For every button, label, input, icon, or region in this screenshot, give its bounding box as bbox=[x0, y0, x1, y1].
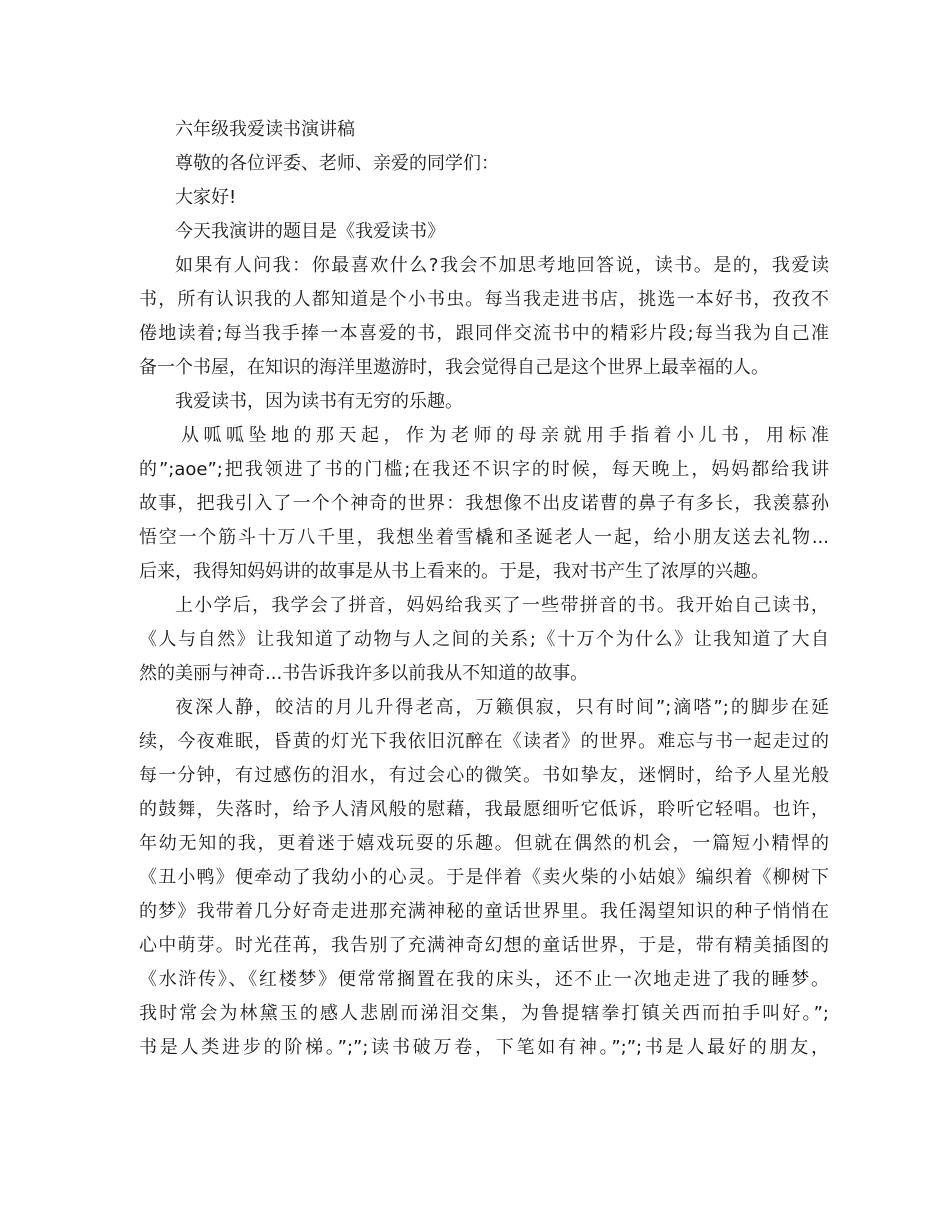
text-line: 倦地读着;每当我手捧一本喜爱的书，跟同伴交流书中的精彩片段;每当我为自己准 bbox=[139, 323, 829, 344]
text-line: 夜深人静，皎洁的月儿升得老高，万籁俱寂，只有时间”;滴嗒”;的脚步在延 bbox=[175, 697, 829, 718]
text-line: 《丑小鸭》便牵动了我幼小的心灵。于是伴着《卖火柴的小姑娘》编织着《柳树下 bbox=[139, 867, 829, 888]
greeting: 大家好! bbox=[175, 187, 237, 208]
text-line: 然的美丽与神奇...书告诉我许多以前我从不知道的故事。 bbox=[139, 663, 589, 684]
document-title: 六年级我爱读书演讲稿 bbox=[175, 119, 355, 140]
text-line: 从呱呱坠地的那天起，作为老师的母亲就用手指着小儿书，用标准 bbox=[181, 425, 829, 446]
text-line: 《水浒传》、《红楼梦》便常常搁置在我的床头，还不止一次地走进了我的睡梦。 bbox=[139, 969, 829, 990]
text-line: 后来，我得知妈妈讲的故事是从书上看来的。于是，我对书产生了浓厚的兴趣。 bbox=[139, 561, 769, 582]
text-line: 如果有人问我：你最喜欢什么?我会不加思考地回答说，读书。是的，我爱读 bbox=[175, 255, 829, 276]
text-line: 续，今夜难眠，昏黄的灯光下我依旧沉醉在《读者》的世界。难忘与书一起走过的 bbox=[139, 731, 829, 752]
text-line: 书是人类进步的阶梯。”;”;读书破万卷，下笔如有神。”;”;书是人最好的朋友， bbox=[139, 1037, 829, 1058]
text-line: 上小学后，我学会了拼音，妈妈给我买了一些带拼音的书。我开始自己读书， bbox=[175, 595, 829, 616]
text-line: 备一个书屋，在知识的海洋里遨游时，我会觉得自己是这个世界上最幸福的人。 bbox=[139, 357, 769, 378]
text-line: 的鼓舞，失落时，给予人清风般的慰藉，我最愿细听它低诉，聆听它轻唱。也许， bbox=[139, 799, 829, 820]
text-line: 我时常会为林黛玉的感人悲剧而涕泪交集，为鲁提辖拳打镇关西而拍手叫好。”; bbox=[139, 1003, 829, 1024]
text-line: 《人与自然》让我知道了动物与人之间的关系;《十万个为什么》让我知道了大自 bbox=[139, 629, 829, 650]
text-line: 书，所有认识我的人都知道是个小书虫。每当我走进书店，挑选一本好书，孜孜不 bbox=[139, 289, 829, 310]
text-line: 的梦》我带着几分好奇走进那充满神秘的童话世界里。我任渴望知识的种子悄悄在 bbox=[139, 901, 829, 922]
text-line: 故事，把我引入了一个个神奇的世界：我想像不出皮诺曹的鼻子有多长，我羡慕孙 bbox=[139, 493, 829, 514]
text-line: 每一分钟，有过感伤的泪水，有过会心的微笑。书如挚友，迷惘时，给予人星光般 bbox=[139, 765, 829, 786]
topic-line: 今天我演讲的题目是《我爱读书》 bbox=[175, 221, 445, 242]
text-line: 年幼无知的我，更着迷于嬉戏玩耍的乐趣。但就在偶然的机会，一篇短小精悍的 bbox=[139, 833, 829, 854]
text-line: 悟空一个筋斗十万八千里，我想坐着雪橇和圣诞老人一起，给小朋友送去礼物... bbox=[139, 527, 829, 548]
salutation: 尊敬的各位评委、老师、亲爱的同学们： bbox=[175, 153, 499, 174]
text-line: 心中萌芽。时光荏苒，我告别了充满神奇幻想的童话世界，于是，带有精美插图的 bbox=[139, 935, 829, 956]
text-line: 我爱读书，因为读书有无穷的乐趣。 bbox=[175, 391, 463, 412]
text-line: 的”;aoe”;把我领进了书的门槛;在我还不识字的时候，每天晚上，妈妈都给我讲 bbox=[139, 459, 829, 480]
